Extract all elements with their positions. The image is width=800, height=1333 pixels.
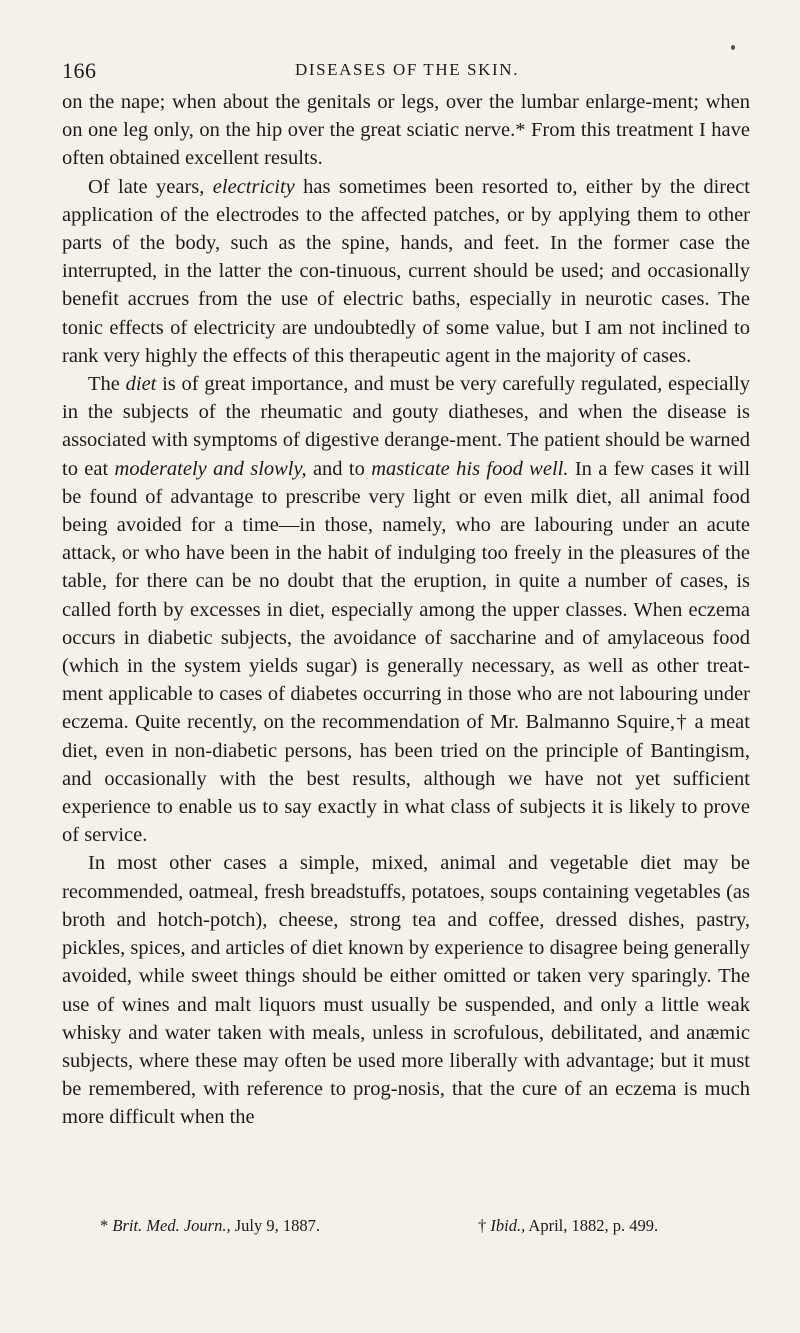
text-run: on the nape; when about the genitals or legs, over the lumbar enlarge-ment; when on one leg only, on the hip over the great sciatic nerve. xyxy=(62,91,750,142)
text-run: and to xyxy=(306,457,372,480)
text-run: In most other cases a simple, mixed, animal and vegetable diet may be recommended, oatmeal, fresh breadstuffs, potatoes, soups containing vegetables (as broth and hotch-potch), cheese, strong tea and coffee, dressed dishes, pastry, pickles, spices, and articles of diet known by experience to disagree being generally avoided, while sweet things should be either omitted or taken very sparingly. The use of wines and malt liquors must usually be suspended, and only a little weak whisky and water taken with meals, unless in scrofulous, debilitated, and anæmic subjects, where these may often be used more liberally with advantage; but it must be remembered, with reference to prog-nosis, that the cure of an eczema is much more difficult when the xyxy=(62,852,750,1129)
footnote-1-detail: July 9, 1887. xyxy=(230,1216,320,1235)
footnote-1 xyxy=(100,1216,320,1236)
page-header xyxy=(62,58,752,86)
italic-phrase: diet xyxy=(125,373,157,396)
text-run: Of late years, xyxy=(88,175,213,198)
text-run: has sometimes been resorted to, either by the direct application of the electrodes to the affected patches, or by applying them to other parts of the body, such as the spine, hands, and feet. In the former case the interrupted, in the latter the con-tinuous, current should be used; and occasionally benefit accrues from the use of electric baths, especially in neurotic cases. The tonic effects of electricity are undoubtedly of some value, but I am not inclined to rank very highly the effects of this therapeutic agent in the majority of cases. xyxy=(62,175,750,367)
page-number: 166 xyxy=(62,58,97,83)
text-run: * xyxy=(515,119,526,142)
footnote-2 xyxy=(478,1216,658,1236)
italic-phrase: moderately and slowly, xyxy=(114,457,307,480)
text-run: The xyxy=(88,373,126,396)
text-run: In a few cases it will be found of advantage to prescribe very light or even milk diet, all animal food being avoided for a time—in those, namely, who are labouring under an acute attack, or who have been in the habit of indulging too freely in the pleasures of the table, for there can be no doubt that the eruption, in quite a number of cases, is called forth by excesses in diet, especially among the upper classes. When eczema occurs in diabetic subjects, the avoidance of saccharine and of amylaceous food (which in the system yields sugar) is generally necessary, as well as other treat-ment applicable to cases of diabetes occurring in those who are not labouring under eczema. Quite recently, on the recommendation of Mr. Balmanno Squire, xyxy=(62,457,751,734)
text-run: † xyxy=(674,711,688,734)
paragraph-1 xyxy=(62,88,750,173)
footnote-1-source: Brit. Med. Journ., xyxy=(112,1216,231,1235)
paragraph-3 xyxy=(62,370,750,849)
italic-phrase: electricity xyxy=(212,175,295,198)
italic-phrase: masticate his food well. xyxy=(371,457,569,480)
footnote-2-mark: † xyxy=(478,1216,491,1235)
footnote-1-mark: * xyxy=(100,1216,113,1235)
running-head: DISEASES OF THE SKIN. xyxy=(294,60,520,79)
ink-speck xyxy=(731,45,735,50)
footnote-2-detail: April, 1882, p. 499. xyxy=(525,1216,659,1235)
footnote-2-source: Ibid., xyxy=(490,1216,526,1235)
text-run: a meat diet, even in non-diabetic persons, has been tried on the principle of Bantingism, and occasionally with the best results, although we have not yet sufficient experience to enable us to say exactly in what class of subjects it is likely to prove of service. xyxy=(62,711,750,847)
paragraph-4 xyxy=(62,849,750,1131)
text-run: is of great importance, and must be very carefully regulated, especially in the subjects of the rheumatic and gouty diatheses, and when the disease is associated with symptoms of digestive derange-ment. The patient should be warned to eat xyxy=(62,373,750,480)
text-run: From this treatment I have often obtained excellent results. xyxy=(62,119,750,170)
body-text xyxy=(62,88,750,1132)
paragraph-2 xyxy=(62,173,750,370)
footnotes xyxy=(100,1216,740,1240)
